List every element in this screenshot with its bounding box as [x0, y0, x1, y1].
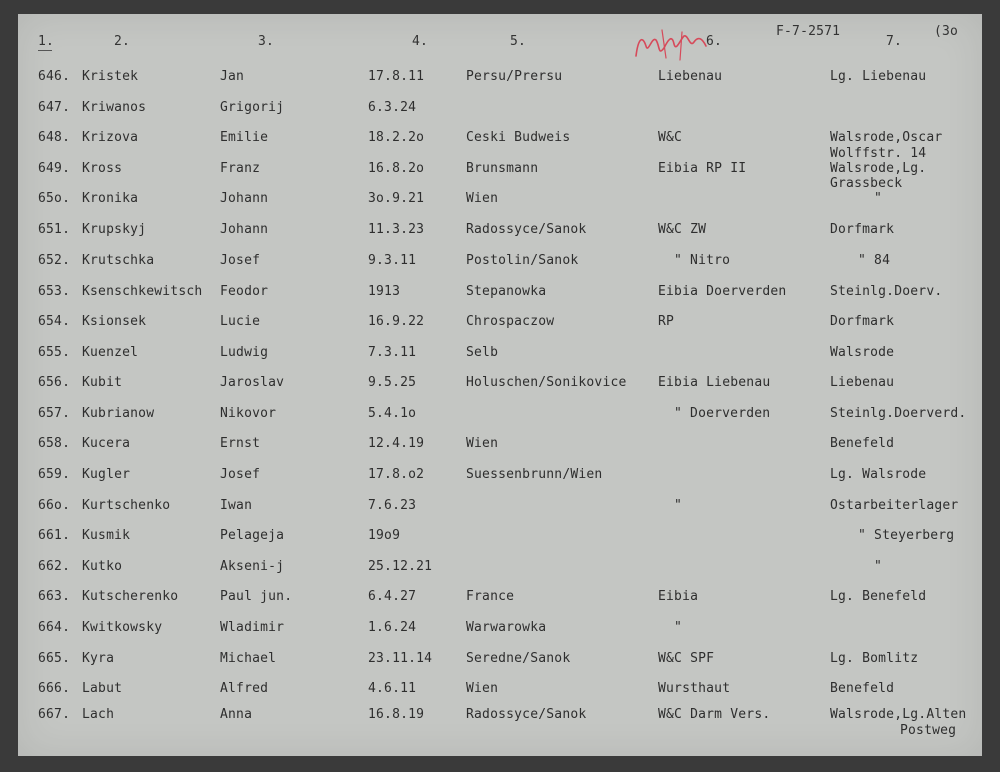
birth-date: 16.8.2o [368, 161, 425, 176]
birth-date: 25.12.21 [368, 559, 433, 574]
surname: Ksenschkewitsch [82, 284, 203, 299]
header-rule [38, 50, 52, 51]
birth-place: Wien [466, 681, 499, 696]
file-reference: F-7-2571 [776, 24, 841, 39]
first-name: Jaroslav [220, 375, 285, 390]
birth-place: Chrospaczow [466, 314, 555, 329]
surname: Kristek [82, 69, 139, 84]
birth-date: 18.2.2o [368, 130, 425, 145]
first-name: Grigorij [220, 100, 285, 115]
surname: Kugler [82, 467, 131, 482]
first-name: Franz [220, 161, 261, 176]
first-name: Pelageja [220, 528, 285, 543]
birth-place: Ceski Budweis [466, 130, 571, 145]
row-number: 666. [38, 681, 71, 696]
camp: " [874, 191, 883, 206]
surname: Kubit [82, 375, 123, 390]
first-name: Johann [220, 191, 269, 206]
camp: Walsrode,Lg. [830, 161, 927, 176]
employer: W&C Darm Vers. [658, 707, 771, 722]
continuation-text: Grassbeck [830, 176, 903, 191]
birth-date: 17.8.o2 [368, 467, 425, 482]
first-name: Nikovor [220, 406, 277, 421]
column-header-3: 3. [258, 34, 275, 49]
birth-place: Persu/Prersu [466, 69, 563, 84]
surname: Kutko [82, 559, 123, 574]
first-name: Emilie [220, 130, 269, 145]
birth-date: 1913 [368, 284, 401, 299]
row-number: 661. [38, 528, 71, 543]
camp: Dorfmark [830, 222, 895, 237]
surname: Kurtschenko [82, 498, 171, 513]
first-name: Johann [220, 222, 269, 237]
camp: " [874, 559, 883, 574]
employer: " Doerverden [674, 406, 771, 421]
first-name: Iwan [220, 498, 253, 513]
camp: Lg. Bomlitz [830, 651, 919, 666]
employer: Liebenau [658, 69, 723, 84]
column-header-4: 4. [412, 34, 429, 49]
birth-date: 11.3.23 [368, 222, 425, 237]
first-name: Jan [220, 69, 245, 84]
first-name: Lucie [220, 314, 261, 329]
red-handwritten-mark [632, 26, 712, 66]
employer: Eibia [658, 589, 699, 604]
birth-date: 1.6.24 [368, 620, 417, 635]
first-name: Feodor [220, 284, 269, 299]
camp: Lg. Liebenau [830, 69, 927, 84]
row-number: 651. [38, 222, 71, 237]
row-number: 652. [38, 253, 71, 268]
employer: Eibia RP II [658, 161, 747, 176]
birth-date: 3o.9.21 [368, 191, 425, 206]
birth-place: France [466, 589, 515, 604]
birth-place: Postolin/Sanok [466, 253, 579, 268]
column-header-6: 6. [706, 34, 723, 49]
first-name: Josef [220, 253, 261, 268]
camp: Lg. Benefeld [830, 589, 927, 604]
row-number: 648. [38, 130, 71, 145]
column-header-7: 7. [886, 34, 903, 49]
column-header-1: 1. [38, 34, 55, 49]
continuation-text: Wolffstr. 14 [830, 146, 927, 161]
first-name: Alfred [220, 681, 269, 696]
surname: Krupskyj [82, 222, 147, 237]
row-number: 655. [38, 345, 71, 360]
employer: RP [658, 314, 675, 329]
surname: Kubrianow [82, 406, 155, 421]
employer: " Nitro [674, 253, 731, 268]
column-header-2: 2. [114, 34, 131, 49]
birth-place: Holuschen/Sonikovice [466, 375, 627, 390]
row-number: 649. [38, 161, 71, 176]
camp: " 84 [858, 253, 891, 268]
row-number: 646. [38, 69, 71, 84]
surname: Labut [82, 681, 123, 696]
camp: Steinlg.Doerv. [830, 284, 943, 299]
surname: Kronika [82, 191, 139, 206]
surname: Kusmik [82, 528, 131, 543]
birth-date: 6.4.27 [368, 589, 417, 604]
row-number: 656. [38, 375, 71, 390]
employer: W&C ZW [658, 222, 707, 237]
employer: Wursthaut [658, 681, 731, 696]
row-number: 662. [38, 559, 71, 574]
birth-date: 9.5.25 [368, 375, 417, 390]
birth-date: 5.4.1o [368, 406, 417, 421]
surname: Krizova [82, 130, 139, 145]
camp: Steinlg.Doerverd. [830, 406, 967, 421]
row-number: 665. [38, 651, 71, 666]
camp: Dorfmark [830, 314, 895, 329]
birth-place: Wien [466, 191, 499, 206]
first-name: Wladimir [220, 620, 285, 635]
row-number: 658. [38, 436, 71, 451]
camp: Benefeld [830, 681, 895, 696]
row-number: 66o. [38, 498, 71, 513]
row-number: 657. [38, 406, 71, 421]
first-name: Paul jun. [220, 589, 293, 604]
row-number: 647. [38, 100, 71, 115]
surname: Kwitkowsky [82, 620, 163, 635]
birth-date: 16.8.19 [368, 707, 425, 722]
first-name: Michael [220, 651, 277, 666]
row-number: 653. [38, 284, 71, 299]
birth-place: Stepanowka [466, 284, 547, 299]
birth-date: 4.6.11 [368, 681, 417, 696]
column-header-5: 5. [510, 34, 527, 49]
employer: Eibia Liebenau [658, 375, 771, 390]
camp: Lg. Walsrode [830, 467, 927, 482]
birth-place: Brunsmann [466, 161, 539, 176]
camp: Walsrode,Lg.Alten [830, 707, 967, 722]
birth-date: 17.8.11 [368, 69, 425, 84]
birth-place: Radossyce/Sanok [466, 222, 587, 237]
row-number: 664. [38, 620, 71, 635]
camp: Benefeld [830, 436, 895, 451]
birth-place: Wien [466, 436, 499, 451]
first-name: Josef [220, 467, 261, 482]
birth-date: 9.3.11 [368, 253, 417, 268]
surname: Ksionsek [82, 314, 147, 329]
birth-place: Radossyce/Sanok [466, 707, 587, 722]
employer: W&C [658, 130, 683, 145]
row-number: 654. [38, 314, 71, 329]
camp: Ostarbeiterlager [830, 498, 959, 513]
birth-place: Suessenbrunn/Wien [466, 467, 603, 482]
employer: W&C SPF [658, 651, 715, 666]
surname: Kuenzel [82, 345, 139, 360]
birth-date: 7.6.23 [368, 498, 417, 513]
surname: Kriwanos [82, 100, 147, 115]
row-number: 659. [38, 467, 71, 482]
surname: Kucera [82, 436, 131, 451]
camp: Walsrode [830, 345, 895, 360]
surname: Krutschka [82, 253, 155, 268]
employer: " [674, 620, 683, 635]
row-number: 65o. [38, 191, 71, 206]
birth-place: Seredne/Sanok [466, 651, 571, 666]
row-number: 663. [38, 589, 71, 604]
surname: Kutscherenko [82, 589, 179, 604]
first-name: Anna [220, 707, 253, 722]
surname: Lach [82, 707, 115, 722]
birth-date: 23.11.14 [368, 651, 433, 666]
birth-place: Selb [466, 345, 499, 360]
row-number: 667. [38, 707, 71, 722]
birth-date: 12.4.19 [368, 436, 425, 451]
first-name: Ernst [220, 436, 261, 451]
first-name: Akseni-j [220, 559, 285, 574]
employer: " [674, 498, 683, 513]
camp: Liebenau [830, 375, 895, 390]
birth-date: 19o9 [368, 528, 401, 543]
camp: Walsrode,Oscar [830, 130, 943, 145]
surname: Kross [82, 161, 123, 176]
first-name: Ludwig [220, 345, 269, 360]
surname: Kyra [82, 651, 115, 666]
birth-date: 7.3.11 [368, 345, 417, 360]
continuation-text: Postweg [900, 723, 957, 738]
document-sheet [18, 14, 982, 756]
page-number: (3o [934, 24, 959, 39]
birth-place: Warwarowka [466, 620, 547, 635]
birth-date: 16.9.22 [368, 314, 425, 329]
camp: " Steyerberg [858, 528, 955, 543]
employer: Eibia Doerverden [658, 284, 787, 299]
birth-date: 6.3.24 [368, 100, 417, 115]
